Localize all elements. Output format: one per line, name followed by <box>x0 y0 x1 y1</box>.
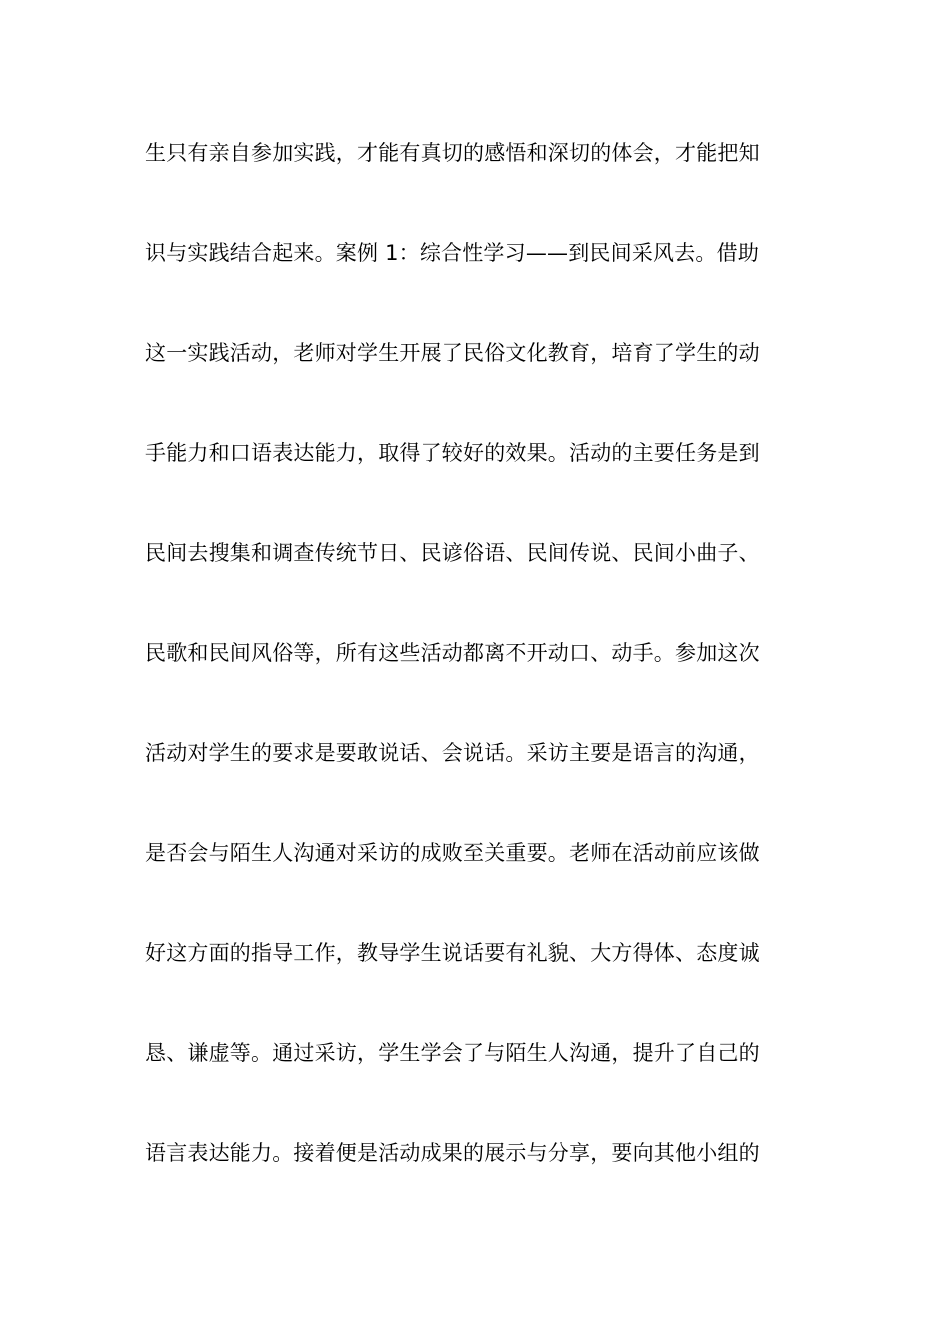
text-line-1: 生只有亲自参加实践，才能有真切的感悟和深切的体会，才能把知 <box>145 141 760 165</box>
text-line-4: 手能力和口语表达能力，取得了较好的效果。活动的主要任务是到 <box>145 441 760 465</box>
text-line-8: 是否会与陌生人沟通对采访的成败至关重要。老师在活动前应该做 <box>145 841 760 865</box>
text-line-7: 活动对学生的要求是要敢说话、会说话。采访主要是语言的沟通， <box>145 741 760 765</box>
body-text <box>145 128 810 1228</box>
text-line-11: 语言表达能力。接着便是活动成果的展示与分享，要向其他小组的 <box>145 1141 760 1165</box>
text-line-3: 这一实践活动，老师对学生开展了民俗文化教育，培育了学生的动 <box>145 341 760 365</box>
text-line-10: 恳、谦虚等。通过采访，学生学会了与陌生人沟通，提升了自己的 <box>145 1041 760 1065</box>
text-line-6: 民歌和民间风俗等，所有这些活动都离不开动口、动手。参加这次 <box>145 641 760 665</box>
text-line-5: 民间去搜集和调查传统节日、民谚俗语、民间传说、民间小曲子、 <box>145 541 760 565</box>
text-line-2: 识与实践结合起来。案例 1：综合性学习——到民间采风去。借助 <box>145 241 760 265</box>
text-line-9: 好这方面的指导工作，教导学生说话要有礼貌、大方得体、态度诚 <box>145 941 760 965</box>
